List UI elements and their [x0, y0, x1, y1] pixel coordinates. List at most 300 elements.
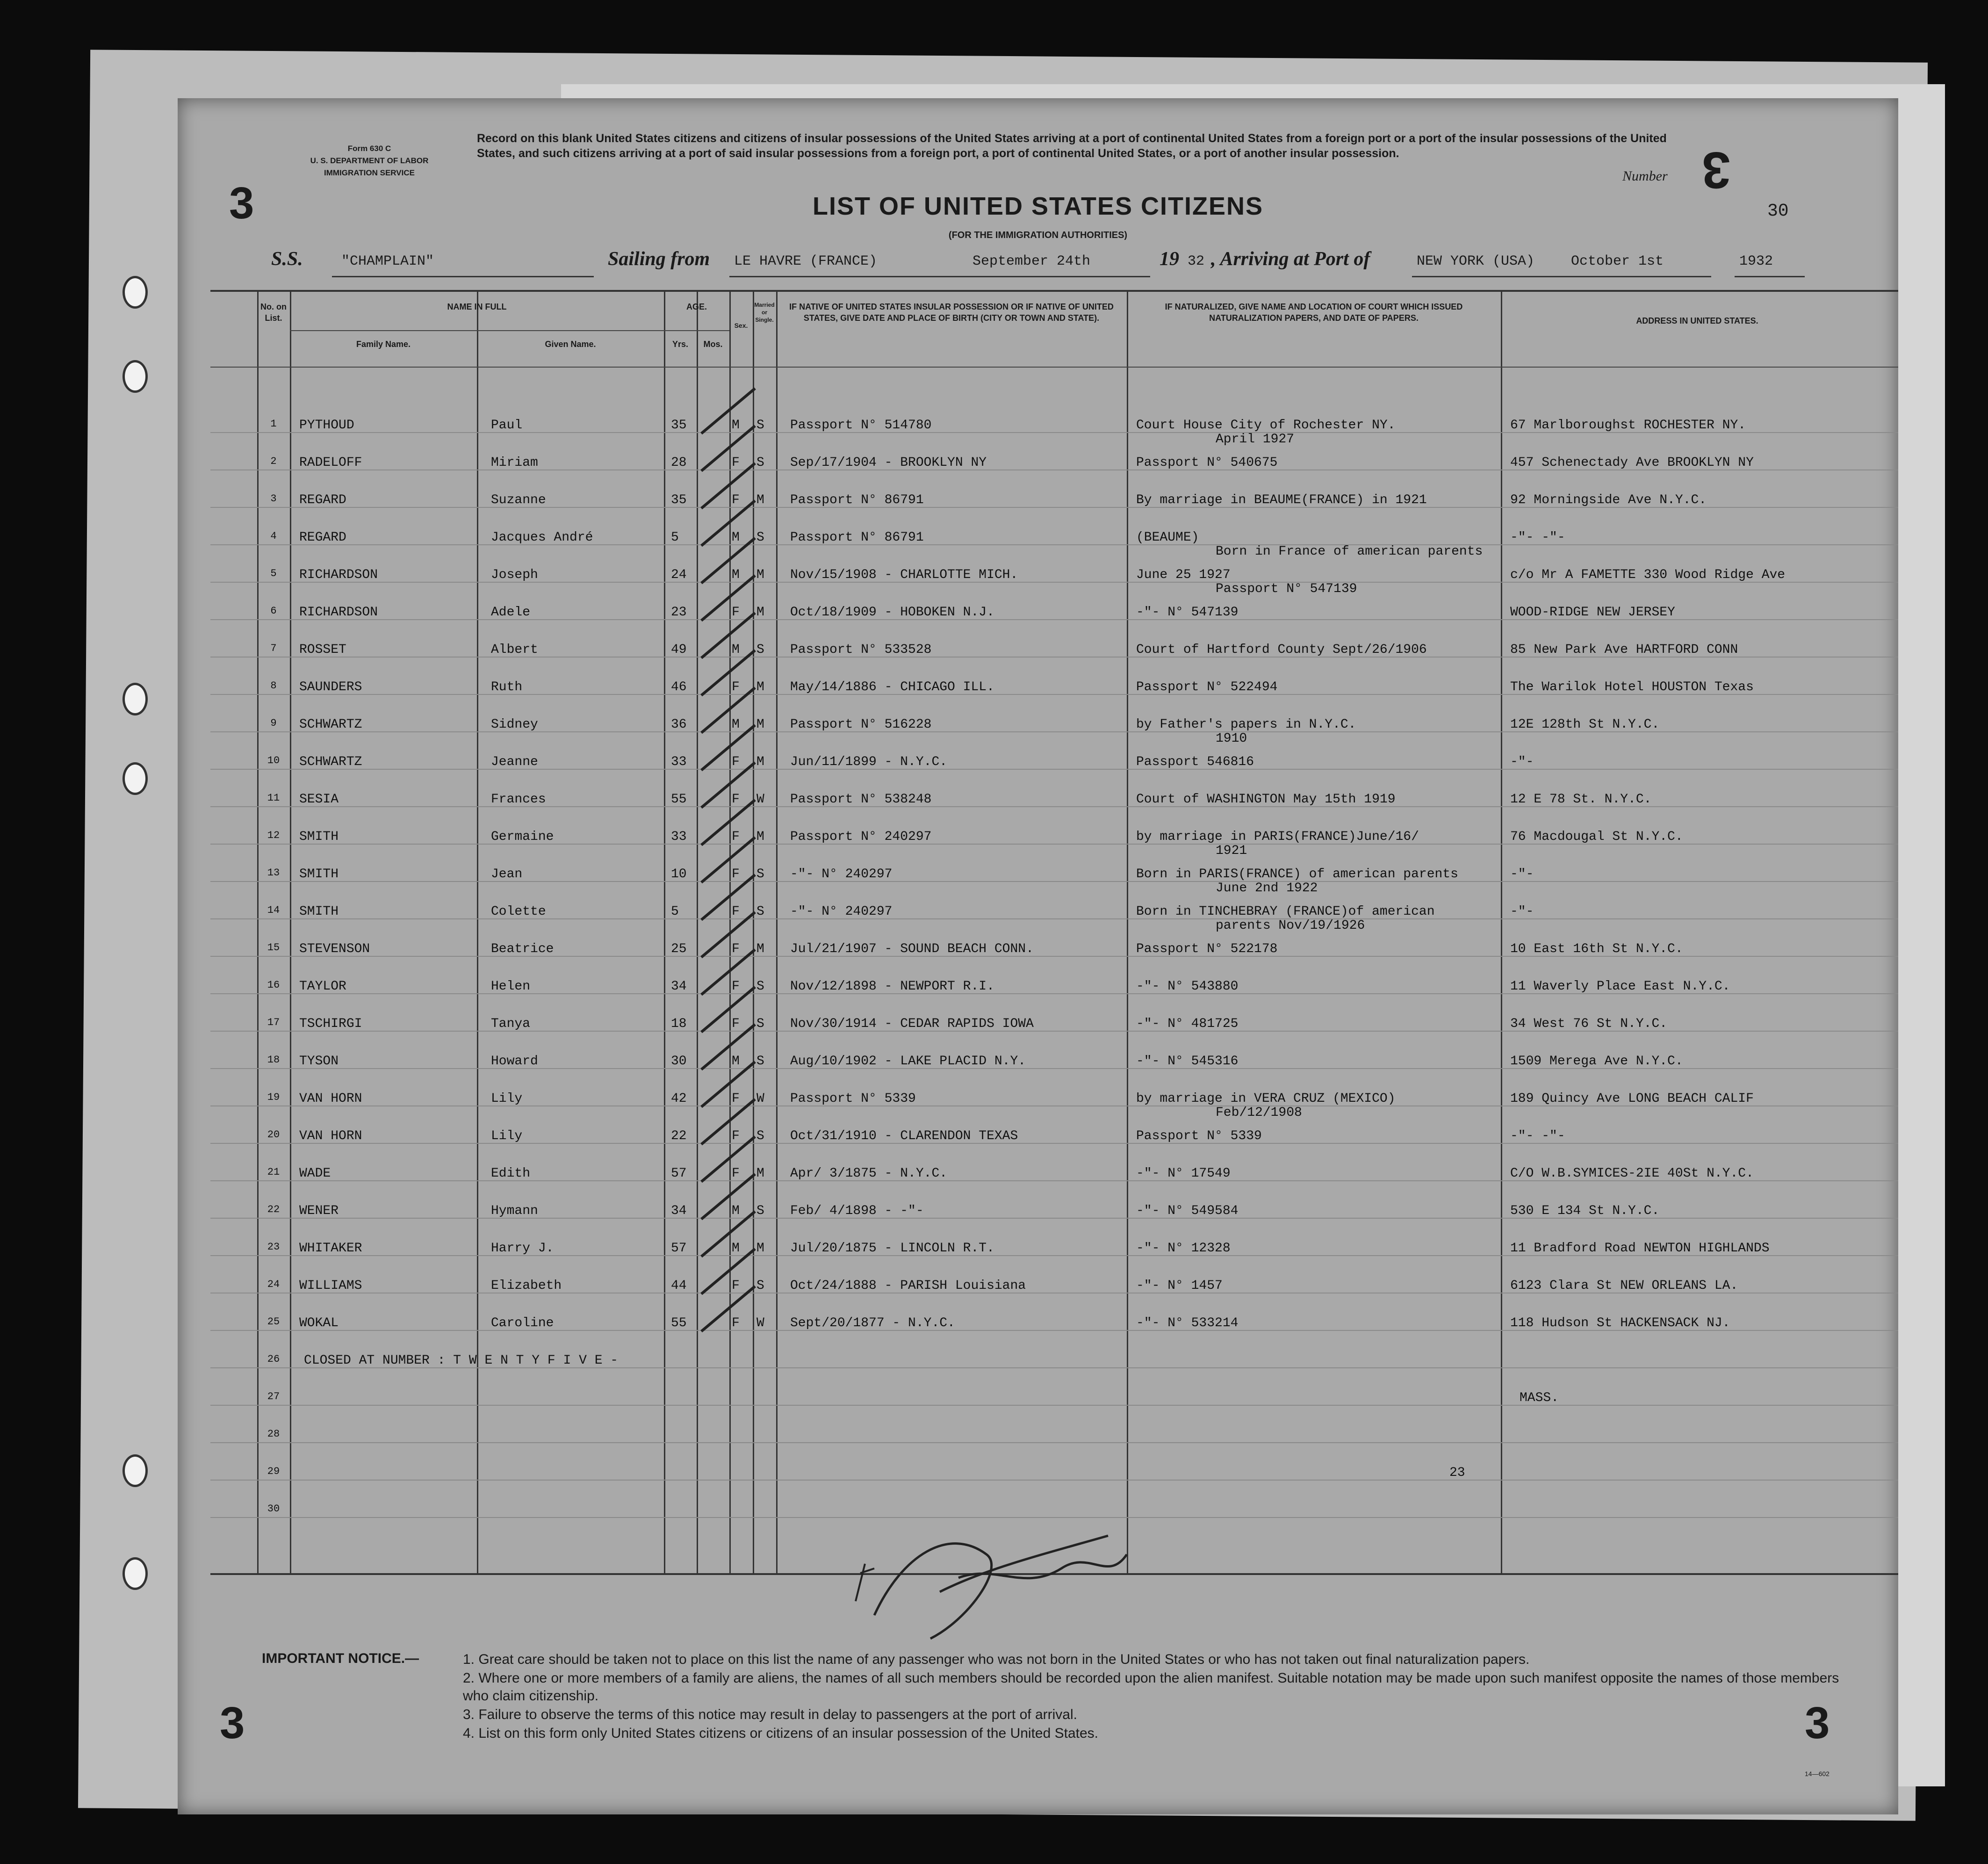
cell-sex: M: [732, 418, 740, 433]
cell-no: 8: [270, 680, 277, 692]
cell-family: WILLIAMS: [299, 1279, 362, 1293]
cell-age: 55: [671, 792, 687, 807]
cell-age: 57: [671, 1166, 687, 1181]
cell-given: Ruth: [491, 680, 523, 694]
cell-given: Caroline: [491, 1316, 554, 1330]
cell-given: Lily: [491, 1091, 523, 1106]
cell-birth: Nov/30/1914 - CEDAR RAPIDS IOWA: [790, 1017, 1034, 1031]
cell-family: SAUNDERS: [299, 680, 362, 694]
arrival-date: October 1st: [1571, 253, 1664, 269]
empty-row-number: 30: [267, 1503, 280, 1515]
cell-ms: S: [756, 455, 764, 470]
cell-ms: S: [756, 867, 764, 881]
cell-no: 3: [270, 493, 277, 505]
cell-age: 28: [671, 455, 687, 470]
cell-given: Suzanne: [491, 493, 546, 507]
cell-given: Tanya: [491, 1017, 531, 1031]
cell-addr: C/O W.B.SYMICES-2IE 40St N.Y.C.: [1510, 1166, 1754, 1181]
cell-sex: M: [732, 1241, 740, 1256]
cell-sex: F: [732, 605, 740, 620]
voyage-line: [271, 248, 1898, 281]
number-label: Number: [1622, 168, 1668, 184]
cell-age: 35: [671, 493, 687, 507]
cell-addr: 12E 128th St N.Y.C.: [1510, 717, 1660, 732]
row-divider: [210, 1480, 1898, 1481]
cell-nat: -"- N° 17549: [1136, 1166, 1231, 1181]
cell-no: 4: [270, 530, 277, 542]
cell-birth: Passport N° 538248: [790, 792, 932, 807]
service: IMMIGRATION SERVICE: [324, 168, 415, 177]
official-signature: [846, 1498, 1136, 1648]
cell-nat-continued: Born in France of american parents: [1216, 544, 1483, 559]
cell-birth: Passport N° 86791: [790, 530, 924, 545]
arriving-label: , Arriving at Port of: [1211, 248, 1370, 270]
ss-label: S.S.: [271, 248, 303, 270]
cell-family: TYSON: [299, 1054, 339, 1069]
cell-birth: -"- N° 240297: [790, 904, 893, 919]
cell-birth: Jul/20/1875 - LINCOLN R.T.: [790, 1241, 994, 1256]
cell-no: 13: [267, 867, 280, 879]
cell-birth: Aug/10/1902 - LAKE PLACID N.Y.: [790, 1054, 1026, 1069]
department: U. S. DEPARTMENT OF LABOR: [310, 156, 429, 165]
cell-given: Frances: [491, 792, 546, 807]
cell-family: SMITH: [299, 867, 339, 881]
cell-given: Howard: [491, 1054, 538, 1069]
cell-no: 6: [270, 605, 277, 617]
cell-ms: W: [756, 1091, 764, 1106]
cell-sex: F: [732, 867, 740, 881]
passenger-table: [210, 290, 1898, 1575]
arrival-port: NEW YORK (USA): [1417, 253, 1535, 269]
punch-hole: [122, 1557, 148, 1590]
cell-given: Germaine: [491, 830, 554, 844]
header-sex: Sex.: [734, 322, 748, 329]
cell-addr: 118 Hudson St HACKENSACK NJ.: [1510, 1316, 1730, 1330]
cell-family: WHITAKER: [299, 1241, 362, 1256]
cell-given: Harry J.: [491, 1241, 554, 1256]
cell-no: 11: [267, 792, 280, 804]
cell-sex: M: [732, 643, 740, 657]
cell-nat-continued: 1910: [1216, 731, 1247, 746]
cell-ms: W: [756, 1316, 764, 1330]
page-subtitle: (FOR THE IMMIGRATION AUTHORITIES): [948, 230, 1128, 240]
year-prefix: 19: [1160, 248, 1179, 270]
cell-no: 24: [267, 1279, 280, 1290]
cell-age: 23: [671, 605, 687, 620]
cell-no: 15: [267, 942, 280, 954]
cell-nat: June 25 1927: [1136, 568, 1231, 582]
cell-sex: F: [732, 1166, 740, 1181]
cell-family: WADE: [299, 1166, 331, 1181]
cell-given: Lily: [491, 1129, 523, 1143]
from-port: LE HAVRE (FRANCE): [734, 253, 878, 269]
cell-sex: F: [732, 830, 740, 844]
cell-nat: By marriage in BEAUME(FRANCE) in 1921: [1136, 493, 1427, 507]
cell-no: 7: [270, 643, 277, 654]
cell-ms: M: [756, 717, 764, 732]
check-mark: [700, 387, 756, 434]
cell-birth: Oct/24/1888 - PARISH Louisiana: [790, 1279, 1026, 1293]
cell-sex: F: [732, 904, 740, 919]
row-divider: [210, 1405, 1898, 1406]
cell-ms: M: [756, 1166, 764, 1181]
cell-age: 55: [671, 1316, 687, 1330]
cell-family: SMITH: [299, 830, 339, 844]
cell-birth: Oct/18/1909 - HOBOKEN N.J.: [790, 605, 994, 620]
cell-addr: The Warilok Hotel HOUSTON Texas: [1510, 680, 1754, 694]
cell-given: Sidney: [491, 717, 538, 732]
cell-no: 23: [267, 1241, 280, 1253]
cell-no: 1: [270, 418, 277, 430]
cell-addr: 457 Schenectady Ave BROOKLYN NY: [1510, 455, 1754, 470]
cell-birth: Sept/20/1877 - N.Y.C.: [790, 1316, 955, 1330]
cell-nat-continued: April 1927: [1216, 432, 1295, 447]
cell-birth: Feb/ 4/1898 - -"-: [790, 1204, 924, 1218]
row-divider: [210, 769, 1898, 770]
cell-ms: S: [756, 643, 764, 657]
cell-family: RICHARDSON: [299, 568, 378, 582]
cell-addr: 76 Macdougal St N.Y.C.: [1510, 830, 1683, 844]
cell-family: SESIA: [299, 792, 339, 807]
cell-nat: -"- N° 545316: [1136, 1054, 1239, 1069]
corner-number-bottom-right: 3: [1805, 1698, 1830, 1748]
row-divider: [210, 881, 1898, 882]
cell-ms: S: [756, 1204, 764, 1218]
cell-sex: M: [732, 1054, 740, 1069]
notice-item-1: 1. Great care should be taken not to place on this list the name of any passenger who was not born in the United States or who has not taken out final naturalization papers.: [463, 1652, 1530, 1667]
cell-ms: S: [756, 1054, 764, 1069]
cell-ms: S: [756, 418, 764, 433]
cell-birth: -"- N° 240297: [790, 867, 893, 881]
corner-number-top-left: 3: [229, 178, 254, 228]
punch-hole: [122, 276, 148, 309]
cell-nat: -"- N° 1457: [1136, 1279, 1223, 1293]
header-age: AGE.: [686, 302, 707, 311]
cell-given: Miriam: [491, 455, 538, 470]
closing-row-number: 26: [267, 1353, 280, 1365]
cell-nat-continued: 1921: [1216, 844, 1247, 858]
cell-sex: F: [732, 979, 740, 994]
cell-nat: by marriage in PARIS(FRANCE)June/16/: [1136, 830, 1419, 844]
cell-given: Edith: [491, 1166, 531, 1181]
cell-birth: Passport N° 240297: [790, 830, 932, 844]
cell-nat: Passport N° 522178: [1136, 942, 1278, 956]
cell-ms: S: [756, 1129, 764, 1143]
header-mos: Mos.: [703, 340, 723, 349]
page-number: 30: [1767, 201, 1789, 221]
cell-given: Paul: [491, 418, 523, 433]
cell-nat: Court of Hartford County Sept/26/1906: [1136, 643, 1427, 657]
cell-nat-continued: parents Nov/19/1926: [1216, 918, 1365, 933]
cell-nat: -"- N° 543880: [1136, 979, 1239, 994]
cell-sex: M: [732, 568, 740, 582]
row-divider: [210, 918, 1898, 919]
cell-age: 5: [671, 530, 679, 545]
cell-sex: M: [732, 530, 740, 545]
cell-ms: M: [756, 830, 764, 844]
cell-given: Colette: [491, 904, 546, 919]
empty-row-number: 27: [267, 1391, 280, 1402]
cell-nat-continued: Feb/12/1908: [1216, 1105, 1302, 1120]
cell-given: Beatrice: [491, 942, 554, 956]
annotation-23: 23: [1449, 1466, 1465, 1480]
cell-ms: S: [756, 904, 764, 919]
cell-sex: F: [732, 1017, 740, 1031]
corner-number-bottom-left: 3: [220, 1698, 245, 1748]
sail-date: September 24th: [972, 253, 1091, 269]
form-number: Form 630 C: [347, 144, 391, 153]
cell-addr: 67 Marlboroughst ROCHESTER NY.: [1510, 418, 1746, 433]
cell-addr: -"-: [1510, 867, 1534, 881]
header-name-in-full: NAME IN FULL: [447, 302, 507, 311]
form-identifier: [252, 143, 486, 179]
header-birth: IF NATIVE OF UNITED STATES INSULAR POSSESSION OR IF NATIVE OF UNITED STATES, GIVE DATE AND PLACE OF BIRTH (CITY OR TOWN AND STATE).: [789, 302, 1114, 323]
cell-nat-continued: Passport N° 547139: [1216, 582, 1357, 596]
cell-birth: May/14/1886 - CHICAGO ILL.: [790, 680, 994, 694]
cell-addr: 92 Morningside Ave N.Y.C.: [1510, 493, 1707, 507]
cell-addr: -"-: [1510, 755, 1534, 769]
cell-sex: M: [732, 1204, 740, 1218]
cell-no: 20: [267, 1129, 280, 1141]
cell-ms: M: [756, 568, 764, 582]
cell-birth: Jul/21/1907 - SOUND BEACH CONN.: [790, 942, 1034, 956]
header-no: No. on List.: [260, 302, 287, 323]
cell-family: SCHWARTZ: [299, 755, 362, 769]
cell-age: 35: [671, 418, 687, 433]
cell-age: 10: [671, 867, 687, 881]
cell-ms: W: [756, 792, 764, 807]
cell-given: Helen: [491, 979, 531, 994]
cell-nat: by marriage in VERA CRUZ (MEXICO): [1136, 1091, 1396, 1106]
cell-given: Joseph: [491, 568, 538, 582]
cell-birth: Passport N° 516228: [790, 717, 932, 732]
header-address: ADDRESS IN UNITED STATES.: [1636, 316, 1758, 325]
cell-age: 42: [671, 1091, 687, 1106]
cell-nat: Born in PARIS(FRANCE) of american parents: [1136, 867, 1458, 881]
cell-addr: 11 Bradford Road NEWTON HIGHLANDS: [1510, 1241, 1770, 1256]
cell-age: 33: [671, 830, 687, 844]
cell-given: Elizabeth: [491, 1279, 562, 1293]
arrival-year: 1932: [1739, 253, 1773, 269]
cell-no: 19: [267, 1091, 280, 1103]
cell-ms: S: [756, 1017, 764, 1031]
cell-birth: Passport N° 86791: [790, 493, 924, 507]
cell-nat: by Father's papers in N.Y.C.: [1136, 717, 1356, 732]
cell-birth: Sep/17/1904 - BROOKLYN NY: [790, 455, 987, 470]
cell-no: 2: [270, 455, 277, 467]
cell-birth: Passport N° 514780: [790, 418, 932, 433]
cell-age: 49: [671, 643, 687, 657]
cell-birth: Apr/ 3/1875 - N.Y.C.: [790, 1166, 948, 1181]
punch-hole: [122, 683, 148, 715]
cell-family: PYTHOUD: [299, 418, 354, 433]
cell-no: 5: [270, 568, 277, 579]
cell-family: RADELOFF: [299, 455, 362, 470]
cell-sex: F: [732, 942, 740, 956]
cell-nat: -"- N° 549584: [1136, 1204, 1239, 1218]
cell-ms: M: [756, 493, 764, 507]
address-continuation: MASS.: [1520, 1391, 1559, 1405]
cell-addr: 6123 Clara St NEW ORLEANS LA.: [1510, 1279, 1738, 1293]
cell-given: Hymann: [491, 1204, 538, 1218]
cell-sex: F: [732, 792, 740, 807]
cell-birth: Passport N° 533528: [790, 643, 932, 657]
ship-name: "CHAMPLAIN": [341, 253, 434, 269]
cell-ms: M: [756, 942, 764, 956]
notice-item-2: 2. Where one or more members of a family are aliens, the names of all such members should be recorded upon the alien manifest. Suitable notation may be made upon such manifest opposite the names of those members who claim citizenship.: [463, 1670, 1839, 1704]
cell-birth: Oct/31/1910 - CLARENDON TEXAS: [790, 1129, 1018, 1143]
cell-sex: F: [732, 1091, 740, 1106]
cell-addr: -"-: [1510, 904, 1534, 919]
cell-nat: Born in TINCHEBRAY (FRANCE)of american: [1136, 904, 1435, 919]
cell-given: Jeanne: [491, 755, 538, 769]
row-divider: [210, 544, 1898, 545]
cell-ms: M: [756, 755, 764, 769]
cell-ms: M: [756, 605, 764, 620]
cell-addr: 12 E 78 St. N.Y.C.: [1510, 792, 1652, 807]
cell-sex: F: [732, 1279, 740, 1293]
cell-age: 34: [671, 1204, 687, 1218]
cell-age: 30: [671, 1054, 687, 1069]
cell-given: Jean: [491, 867, 523, 881]
page-title: LIST OF UNITED STATES CITIZENS: [813, 192, 1263, 220]
cell-addr: 530 E 134 St N.Y.C.: [1510, 1204, 1660, 1218]
notice-item-4: 4. List on this form only United States citizens or citizens of an insular possession of the United States.: [463, 1726, 1099, 1741]
cell-family: TSCHIRGI: [299, 1017, 362, 1031]
closing-statement: CLOSED AT NUMBER : T W E N T Y F I V E -: [304, 1353, 619, 1368]
cell-age: 25: [671, 942, 687, 956]
cell-sex: F: [732, 455, 740, 470]
cell-age: 22: [671, 1129, 687, 1143]
cell-nat: -"- N° 12328: [1136, 1241, 1231, 1256]
cell-addr: 189 Quincy Ave LONG BEACH CALIF: [1510, 1091, 1754, 1106]
cell-family: SMITH: [299, 904, 339, 919]
cell-family: STEVENSON: [299, 942, 370, 956]
cell-family: REGARD: [299, 493, 346, 507]
cell-no: 25: [267, 1316, 280, 1328]
cell-sex: F: [732, 755, 740, 769]
cell-age: 34: [671, 979, 687, 994]
cell-nat: Court House City of Rochester NY.: [1136, 418, 1396, 433]
cell-age: 46: [671, 680, 687, 694]
cell-nat: (BEAUME): [1136, 530, 1199, 545]
cell-no: 17: [267, 1017, 280, 1028]
cell-addr: WOOD-RIDGE NEW JERSEY: [1510, 605, 1675, 620]
cell-no: 12: [267, 830, 280, 841]
cell-nat: Passport 546816: [1136, 755, 1254, 769]
cell-ms: M: [756, 1241, 764, 1256]
cell-sex: F: [732, 1129, 740, 1143]
cell-ms: M: [756, 680, 764, 694]
cell-no: 14: [267, 904, 280, 916]
empty-row-number: 29: [267, 1466, 280, 1477]
cell-family: RICHARDSON: [299, 605, 378, 620]
printer-id: 14—602: [1805, 1770, 1830, 1777]
cell-ms: S: [756, 979, 764, 994]
cell-addr: 10 East 16th St N.Y.C.: [1510, 942, 1683, 956]
cell-nat: -"- N° 481725: [1136, 1017, 1239, 1031]
record-note: Record on this blank United States citizens and citizens of insular possessions of the United States arriving at a port of continental United States from a foreign port or a port of the insular possessions of the United States, and such citizens arriving at a port of said insular possessions from a foreign port, a port of continental United States, or a port of another insular possession.: [477, 132, 1667, 160]
punch-hole: [122, 360, 148, 393]
cell-nat: Passport N° 522494: [1136, 680, 1278, 694]
row-divider: [210, 1442, 1898, 1443]
cell-addr: c/o Mr A FAMETTE 330 Wood Ridge Ave: [1510, 568, 1786, 582]
cell-no: 16: [267, 979, 280, 991]
cell-nat: Passport N° 5339: [1136, 1129, 1262, 1143]
punch-hole: [122, 762, 148, 795]
cell-addr: 85 New Park Ave HARTFORD CONN: [1510, 643, 1738, 657]
cell-addr: 11 Waverly Place East N.Y.C.: [1510, 979, 1730, 994]
header-married: Married or Single.: [754, 302, 775, 323]
punch-hole: [122, 1454, 148, 1487]
cell-addr: 1509 Merega Ave N.Y.C.: [1510, 1054, 1683, 1069]
cell-addr: 34 West 76 St N.Y.C.: [1510, 1017, 1668, 1031]
cell-age: 57: [671, 1241, 687, 1256]
cell-age: 36: [671, 717, 687, 732]
cell-given: Adele: [491, 605, 531, 620]
cell-birth: Jun/11/1899 - N.Y.C.: [790, 755, 948, 769]
header-yrs: Yrs.: [672, 340, 689, 349]
cell-family: VAN HORN: [299, 1129, 362, 1143]
cell-given: Albert: [491, 643, 538, 657]
cell-ms: S: [756, 530, 764, 545]
cell-birth: Nov/12/1898 - NEWPORT R.I.: [790, 979, 994, 994]
cell-sex: M: [732, 717, 740, 732]
manifest-sheet: [178, 98, 1898, 1814]
cell-no: 18: [267, 1054, 280, 1066]
cell-family: TAYLOR: [299, 979, 346, 994]
cell-sex: F: [732, 493, 740, 507]
cell-family: WOKAL: [299, 1316, 339, 1330]
cell-family: ROSSET: [299, 643, 346, 657]
cell-nat: -"- N° 547139: [1136, 605, 1239, 620]
header-given-name: Given Name.: [545, 340, 596, 349]
cell-ms: S: [756, 1279, 764, 1293]
empty-row-number: 28: [267, 1428, 280, 1440]
cell-sex: F: [732, 1316, 740, 1330]
cell-addr: -"- -"-: [1510, 1129, 1565, 1143]
cell-sex: F: [732, 680, 740, 694]
notice-heading: IMPORTANT NOTICE.—: [262, 1651, 419, 1666]
cell-given: Jacques André: [491, 530, 593, 545]
cell-family: REGARD: [299, 530, 346, 545]
notice-item-3: 3. Failure to observe the terms of this notice may result in delay to passengers at the port of arrival.: [463, 1707, 1077, 1722]
cell-no: 9: [270, 717, 277, 729]
cell-age: 44: [671, 1279, 687, 1293]
header-family-name: Family Name.: [356, 340, 411, 349]
cell-family: WENER: [299, 1204, 339, 1218]
cell-age: 24: [671, 568, 687, 582]
sailing-label: Sailing from: [608, 248, 710, 270]
cell-family: SCHWARTZ: [299, 717, 362, 732]
cell-no: 22: [267, 1204, 280, 1215]
cell-age: 18: [671, 1017, 687, 1031]
cell-family: VAN HORN: [299, 1091, 362, 1106]
cell-nat: Court of WASHINGTON May 15th 1919: [1136, 792, 1396, 807]
cell-nat: -"- N° 533214: [1136, 1316, 1239, 1330]
row-divider: [210, 1143, 1898, 1144]
cell-age: 5: [671, 904, 679, 919]
cell-birth: Nov/15/1908 - CHARLOTTE MICH.: [790, 568, 1018, 582]
sail-year: 32: [1188, 253, 1205, 269]
cell-addr: -"- -"-: [1510, 530, 1565, 545]
cell-age: 33: [671, 755, 687, 769]
cell-nat: Passport N° 540675: [1136, 455, 1278, 470]
cell-no: 10: [267, 755, 280, 766]
cell-birth: Passport N° 5339: [790, 1091, 916, 1106]
cell-nat-continued: June 2nd 1922: [1216, 881, 1318, 896]
header-naturalized: IF NATURALIZED, GIVE NAME AND LOCATION OF COURT WHICH ISSUED NATURALIZATION PAPERS, AND DATE OF PAPERS.: [1165, 302, 1463, 323]
